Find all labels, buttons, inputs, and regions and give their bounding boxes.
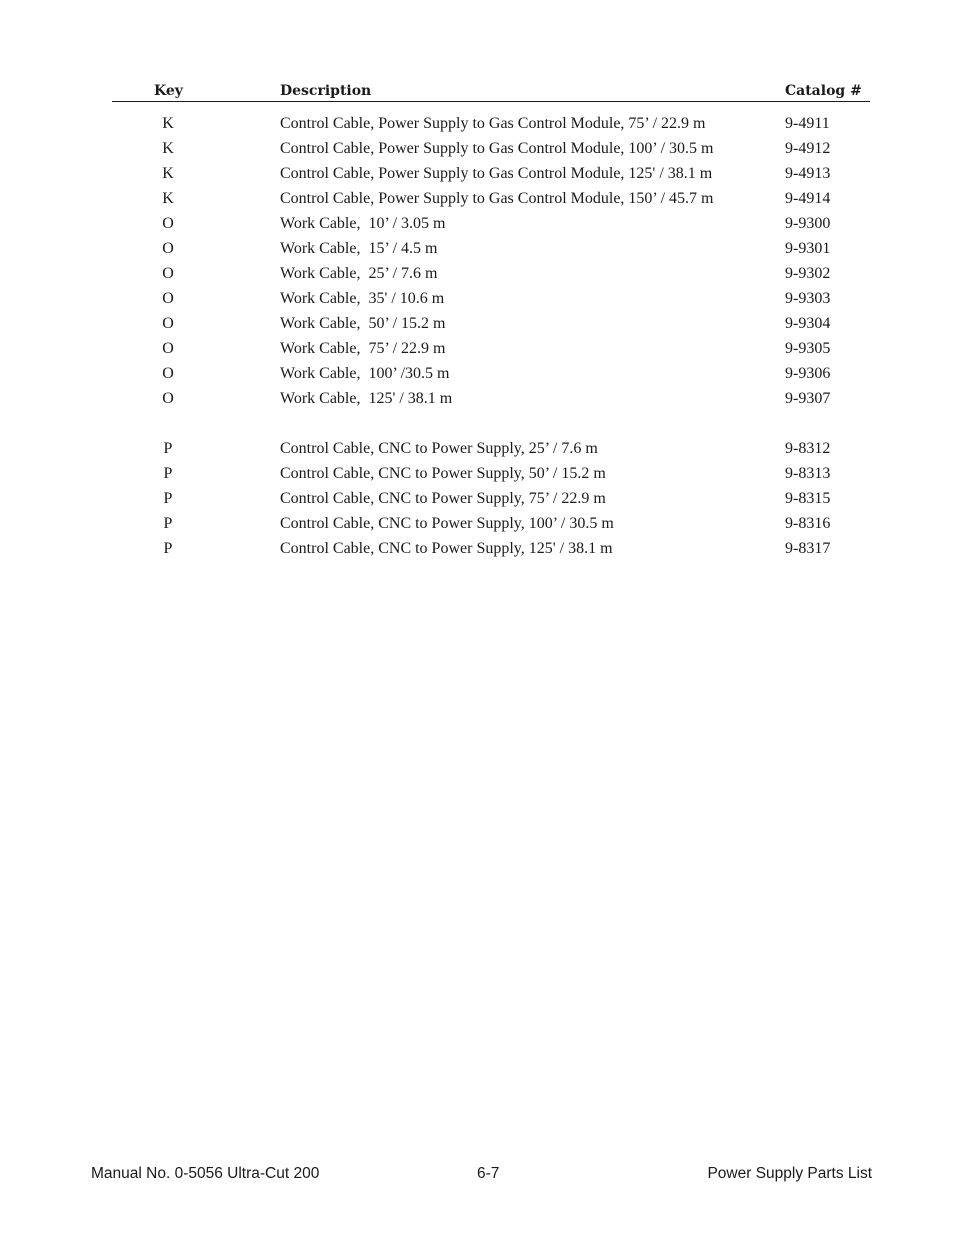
row-description: Control Cable, Power Supply to Gas Control Module, 75’ / 22.9 m [280, 115, 706, 132]
row-catalog: 9-4912 [785, 140, 831, 157]
row-key: P [163, 490, 173, 507]
row-key: P [163, 540, 173, 557]
table-row [0, 161, 954, 186]
row-description: Control Cable, CNC to Power Supply, 100’ / 30.5 m [280, 515, 614, 532]
row-catalog: 9-4914 [785, 190, 831, 207]
table-row [0, 311, 954, 336]
row-key: O [162, 290, 174, 307]
table-row [0, 361, 954, 386]
row-description: Work Cable, 35' / 10.6 m [280, 290, 445, 307]
table-row [0, 461, 954, 486]
row-description: Control Cable, CNC to Power Supply, 25’ / 7.6 m [280, 440, 598, 457]
row-description: Control Cable, Power Supply to Gas Control Module, 150’ / 45.7 m [280, 190, 714, 207]
row-description: Control Cable, CNC to Power Supply, 50’ / 15.2 m [280, 465, 606, 482]
header-rule [112, 101, 870, 102]
row-key: O [162, 265, 174, 282]
row-description: Work Cable, 15’ / 4.5 m [280, 240, 438, 257]
row-description: Control Cable, CNC to Power Supply, 125' / 38.1 m [280, 540, 613, 557]
row-description: Work Cable, 100’ /30.5 m [280, 365, 450, 382]
row-key: O [162, 365, 174, 382]
row-catalog: 9-9305 [785, 340, 831, 357]
row-catalog: 9-9301 [785, 240, 831, 257]
table-row [0, 286, 954, 311]
table-row [0, 336, 954, 361]
header-catalog: Catalog # [785, 83, 862, 99]
row-catalog: 9-8316 [785, 515, 831, 532]
row-key: K [162, 140, 174, 157]
table-row [0, 436, 954, 461]
row-catalog: 9-8315 [785, 490, 831, 507]
row-key: K [162, 115, 174, 132]
table-row [0, 511, 954, 536]
footer-page-number: 6-7 [477, 1165, 500, 1182]
row-description: Work Cable, 125' / 38.1 m [280, 390, 453, 407]
row-description: Work Cable, 50’ / 15.2 m [280, 315, 446, 332]
row-catalog: 9-9303 [785, 290, 831, 307]
row-catalog: 9-9306 [785, 365, 831, 382]
row-catalog: 9-8313 [785, 465, 831, 482]
row-key: O [162, 315, 174, 332]
row-catalog: 9-9302 [785, 265, 831, 282]
row-key: K [162, 165, 174, 182]
row-catalog: 9-4913 [785, 165, 831, 182]
row-spacer [0, 411, 954, 436]
row-key: K [162, 190, 174, 207]
footer-section: Power Supply Parts List [707, 1165, 872, 1182]
table-row [0, 536, 954, 561]
row-description: Control Cable, Power Supply to Gas Control Module, 100’ / 30.5 m [280, 140, 714, 157]
row-key: O [162, 340, 174, 357]
row-description: Control Cable, CNC to Power Supply, 75’ / 22.9 m [280, 490, 606, 507]
row-key: O [162, 215, 174, 232]
row-key: P [163, 465, 173, 482]
row-key: P [163, 515, 173, 532]
table-row [0, 261, 954, 286]
table-row [0, 136, 954, 161]
parts-table [0, 111, 954, 561]
row-catalog: 9-9307 [785, 390, 831, 407]
row-catalog: 9-4911 [785, 115, 830, 132]
row-description: Control Cable, Power Supply to Gas Control Module, 125' / 38.1 m [280, 165, 713, 182]
row-catalog: 9-9300 [785, 215, 831, 232]
table-row [0, 386, 954, 411]
row-catalog: 9-9304 [785, 315, 831, 332]
row-description: Work Cable, 25’ / 7.6 m [280, 265, 438, 282]
row-description: Work Cable, 10’ / 3.05 m [280, 215, 446, 232]
table-row [0, 186, 954, 211]
header-key: Key [154, 83, 183, 99]
row-catalog: 9-8312 [785, 440, 831, 457]
row-description: Work Cable, 75’ / 22.9 m [280, 340, 446, 357]
row-catalog: 9-8317 [785, 540, 831, 557]
row-key: O [162, 390, 174, 407]
row-key: P [163, 440, 173, 457]
table-row [0, 486, 954, 511]
header-description: Description [280, 83, 372, 99]
table-row [0, 111, 954, 136]
row-key: O [162, 240, 174, 257]
table-row [0, 211, 954, 236]
footer-manual: Manual No. 0-5056 Ultra-Cut 200 [91, 1165, 320, 1182]
table-row [0, 236, 954, 261]
